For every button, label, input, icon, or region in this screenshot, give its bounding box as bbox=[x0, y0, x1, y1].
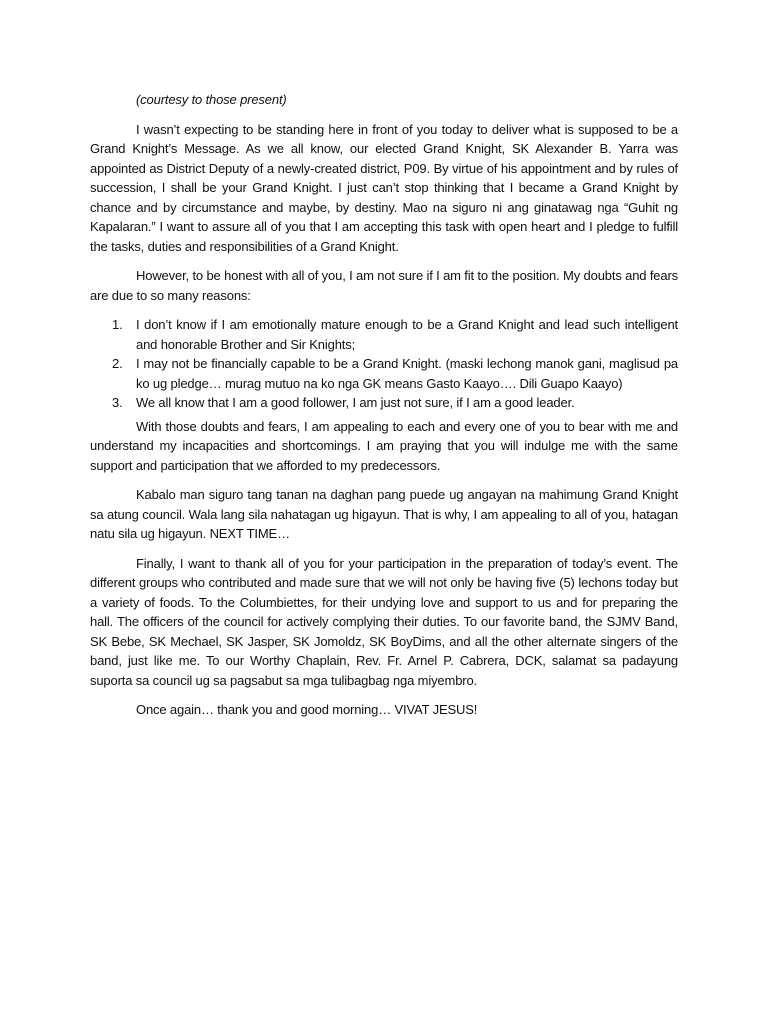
list-item-number: 3. bbox=[112, 395, 123, 410]
paragraph-doubts: However, to be honest with all of you, I am not sure if I am fit to the position. My doubts and fears are due to so many reasons: bbox=[90, 268, 678, 303]
closing-line: Once again… thank you and good morning… VIVAT JESUS! bbox=[136, 702, 478, 717]
paragraph-appeal: With those doubts and fears, I am appealing to each and every one of you to bear with me and understand my incapacities and shortcomings. I am praying that you will indulge me with the same support and participation that we afforded to my predecessors. bbox=[90, 418, 678, 473]
numbered-list bbox=[90, 315, 678, 413]
paragraph-kabalo: Kabalo man siguro tang tanan na daghan pang puede ug angayan na mahimung Grand Knight sa atung council. Wala lang sila nahatagan ug higayun. That is why, I am appealing to all of you, hatagan natu sila ug higayun. NEXT TIME… bbox=[90, 487, 678, 541]
list-item-text: I may not be financially capable to be a Grand Knight. (maski lechong manok gani, maglisud pa ko ug pledge… murag mutuo na ko nga GK means Gasto Kaayo…. Dili Guapo Kaayo) bbox=[136, 356, 678, 391]
list-item bbox=[90, 393, 678, 413]
list-item bbox=[90, 315, 678, 354]
list-item-number: 1. bbox=[112, 317, 123, 332]
courtesy-note: (courtesy to those present) bbox=[136, 92, 287, 107]
list-item-number: 2. bbox=[112, 356, 123, 371]
list-item-text: I don’t know if I am emotionally mature enough to be a Grand Knight and lead such intelligent and honorable Brother and Sir Knights; bbox=[136, 317, 678, 352]
document-body bbox=[90, 90, 678, 730]
paragraph-intro: I wasn’t expecting to be standing here in front of you today to deliver what is supposed to be a Grand Knight’s Message. As we all know, our elected Grand Knight, SK Alexander B. Yarra was appointed as District Deputy of a newly-created district, P09. By virtue of his appointment and by rules of succession, I shall be your Grand Knight. I just can’t stop thinking that I became a Grand Knight by chance and by circumstance and maybe, by destiny. Mao na siguro ni ang ginatawag nga “Guhit ng Kapalaran.” I want to assure all of you that I am accepting this task with open heart and I pledge to fulfill the tasks, duties and responsibilities of a Grand Knight. bbox=[90, 121, 678, 254]
list-item bbox=[90, 354, 678, 393]
list-item-text: We all know that I am a good follower, I am just not sure, if I am a good leader. bbox=[136, 395, 575, 410]
paragraph-thanks: Finally, I want to thank all of you for your participation in the preparation of today’s event. The different groups who contributed and made sure that we will not only be having five (5) lechons today but a variety of foods. To the Columbiettes, for their undying love and support to us and for preparing the hall. The officers of the council for actively complying their duties. To our favorite band, the SJMV Band, SK Bebe, SK Mechael, SK Jasper, SK Jomoldz, SK BoyDims, and all the other alternate singers of the band, just like me. To our Worthy Chaplain, Rev. Fr. Arnel P. Cabrera, DCK, salamat sa padayung suporta sa council ug sa pagsabut sa mga tulibagbag nga miyembro. bbox=[90, 555, 678, 688]
